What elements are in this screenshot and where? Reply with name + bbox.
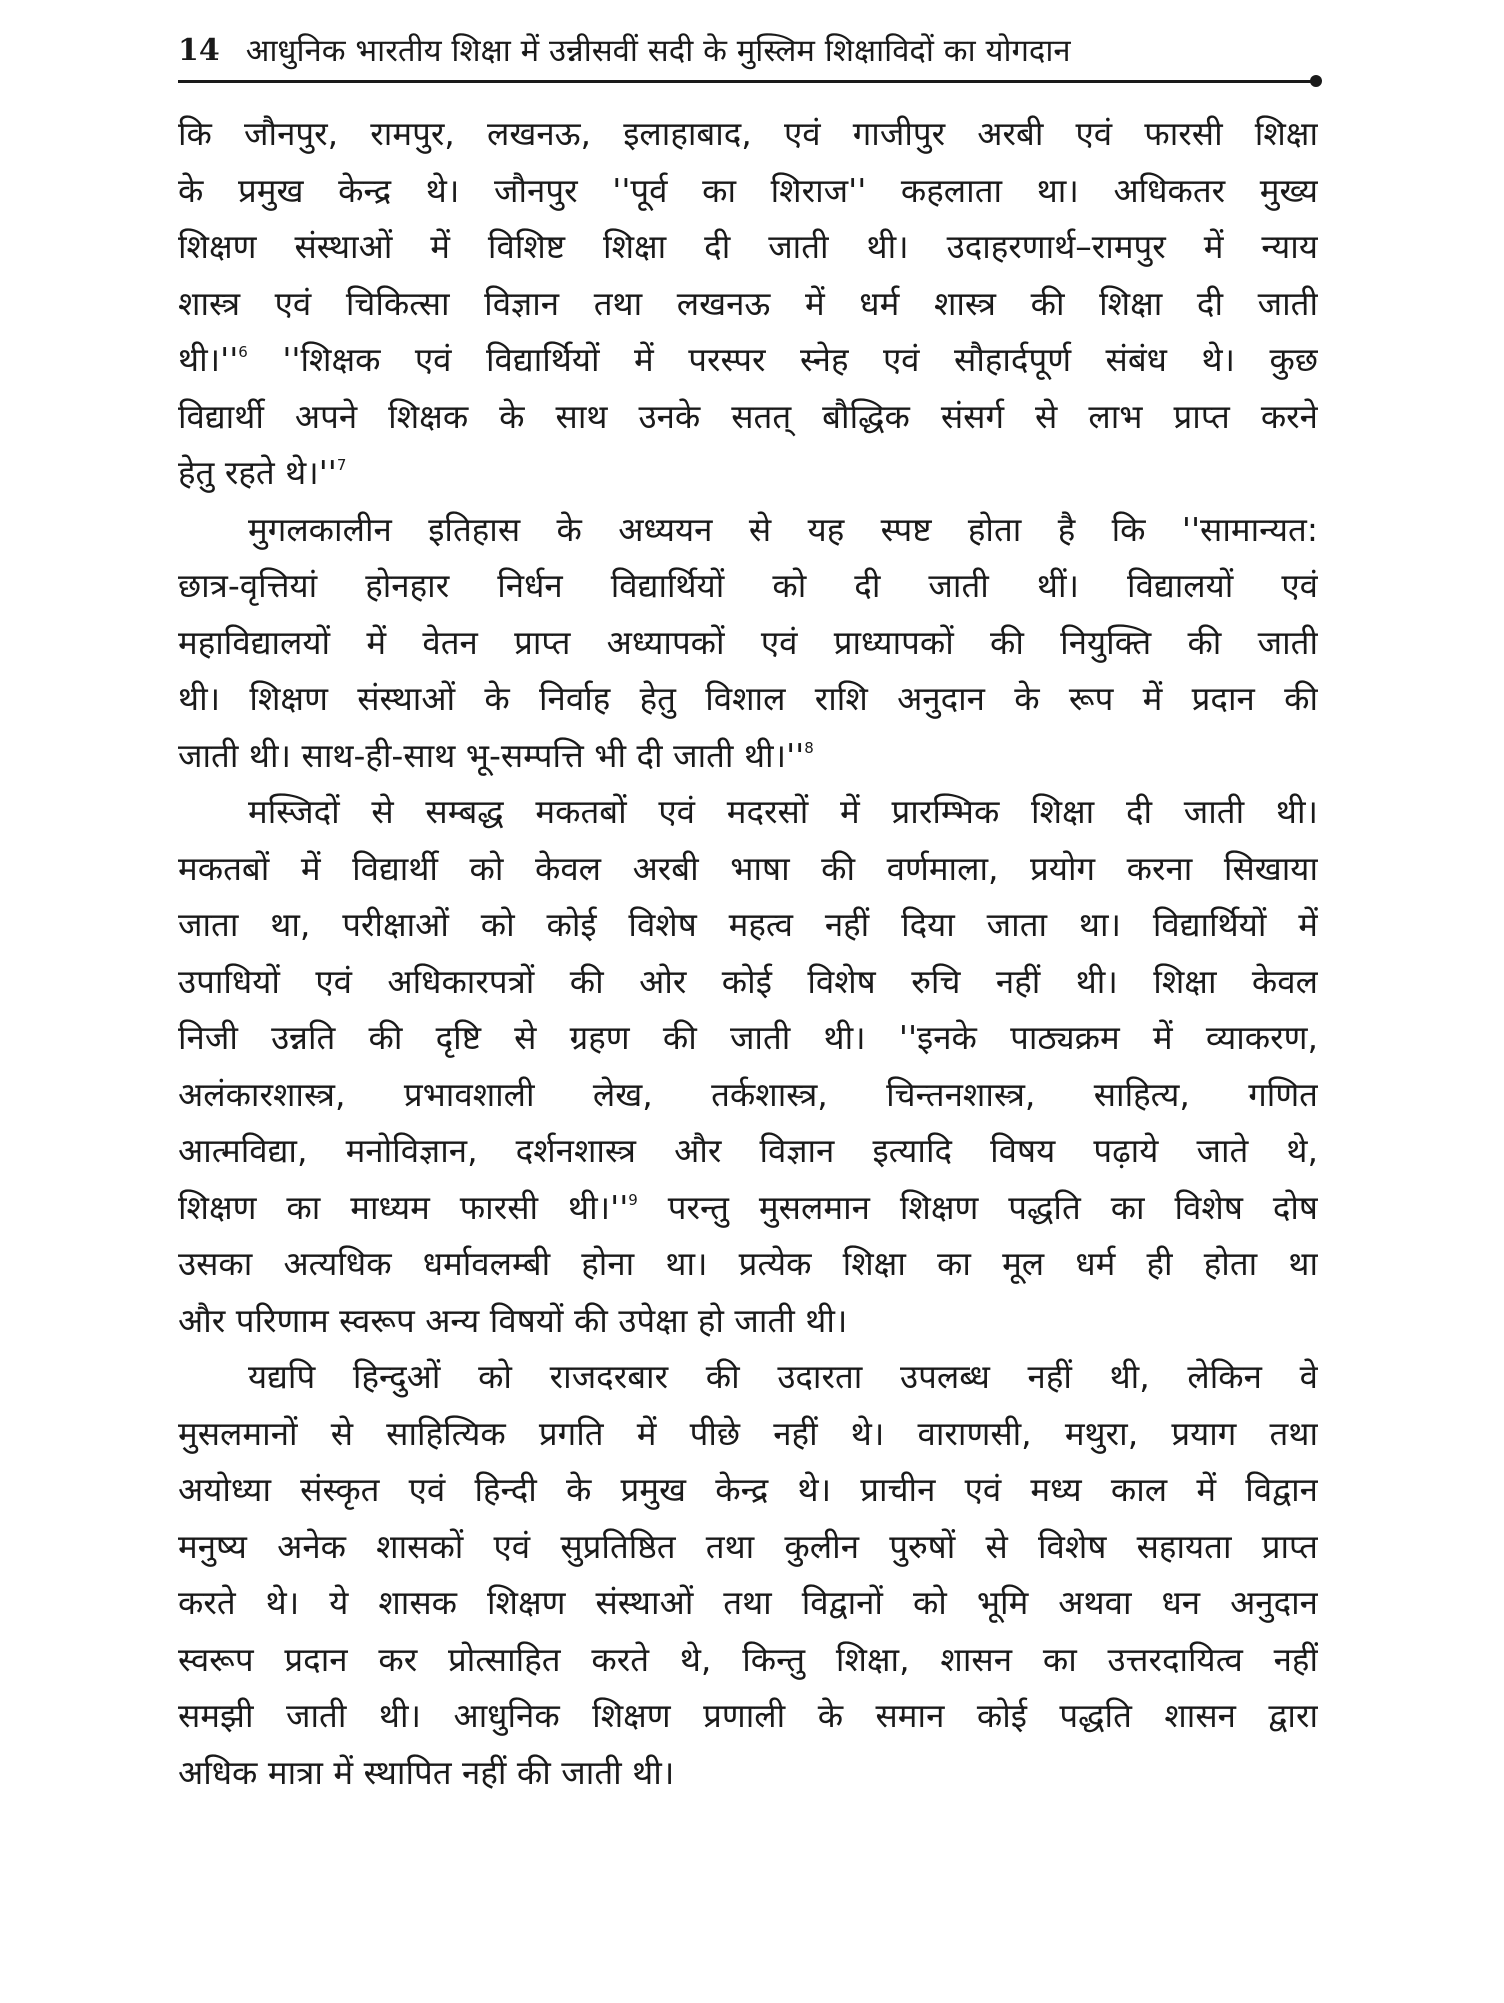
paragraph-4 [178,1349,1318,1801]
text-line: शिक्षण संस्थाओं में विशिष्ट शिक्षा दी जाती थी। उदाहरणार्थ–रामपुर में न्याय [178,227,1318,266]
text-line: समझी जाती थी। आधुनिक शिक्षण प्रणाली के समान कोई पद्धति शासन द्वारा [178,1696,1318,1735]
text-line: महाविद्यालयों में वेतन प्राप्त अध्यापकों एवं प्राध्यापकों की नियुक्ति की जाती [178,622,1318,662]
text-line: यद्यपि हिन्दुओं को राजदरबार की उदारता उपलब्ध नहीं थी, लेकिन वे [248,1357,1318,1396]
text-line: मुगलकालीन इतिहास के अध्ययन से यह स्पष्ट होता है कि ''सामान्यत: [248,509,1318,549]
text-line: मकतबों में विद्यार्थी को केवल अरबी भाषा की वर्णमाला, प्रयोग करना सिखाया [178,848,1318,888]
text-line: उसका अत्यधिक धर्मावलम्बी होना था। प्रत्येक शिक्षा का मूल धर्म ही होता था [178,1244,1318,1283]
text-line: कि जौनपुर, रामपुर, लखनऊ, इलाहाबाद, एवं गाजीपुर अरबी एवं फारसी शिक्षा [178,114,1318,153]
text-line [178,1180,1318,1237]
paragraph-2 [178,502,1318,785]
text-line: निजी उन्नति की दृष्टि से ग्रहण की जाती थी। ''इनके पाठ्यक्रम में व्याकरण, [178,1018,1318,1057]
text-line: थी। शिक्षण संस्थाओं के निर्वाह हेतु विशाल राशि अनुदान के रूप में प्रदान की [178,679,1318,718]
footnote-ref-6: 6 [238,343,248,361]
text-line: शास्त्र एवं चिकित्सा विज्ञान तथा लखनऊ में धर्म शास्त्र की शिक्षा दी जाती [178,283,1318,323]
running-head [178,22,1328,78]
text-segment: शिक्षण का माध्यम फारसी थी।'' [178,1187,629,1227]
text-line: विद्यार्थी अपने शिक्षक के साथ उनके सतत् बौद्धिक संसर्ग से लाभ प्राप्त करने [178,396,1318,436]
paragraph-3 [178,784,1318,1349]
paragraph-1 [178,106,1318,502]
running-head-title: आधुनिक भारतीय शिक्षा में उन्नीसवीं सदी के मुस्लिम शिक्षाविदों का योगदान [245,33,1071,69]
footnote-ref-8: 8 [804,738,814,757]
text-line: अधिक मात्रा में स्थापित नहीं की जाती थी। [178,1752,675,1792]
page-number: 14 [178,32,220,68]
text-line: मुसलमानों से साहित्यिक प्रगति में पीछे नहीं थे। वाराणसी, मथुरा, प्रयाग तथा [178,1413,1318,1453]
text-segment: परन्तु मुसलमान शिक्षण पद्धति का विशेष दोष [667,1187,1318,1227]
text-segment: हेतु रहते थे।'' [178,453,337,492]
text-segment: ''शिक्षक एवं विद्यार्थियों में परस्पर स्नेह एवं सौहार्दपूर्ण संबंध थे। कुछ [282,340,1318,379]
text-line: स्वरूप प्रदान कर प्रोत्साहित करते थे, किन्तु शिक्षा, शासन का उत्तरदायित्व नहीं [178,1639,1318,1679]
text-line: अयोध्या संस्कृत एवं हिन्दी के प्रमुख केन्द्र थे। प्राचीन एवं मध्य काल में विद्वान [178,1470,1318,1509]
text-line: उपाधियों एवं अधिकारपत्रों की ओर कोई विशेष रुचि नहीं थी। शिक्षा केवल [178,961,1318,1001]
text-line: करते थे। ये शासक शिक्षण संस्थाओं तथा विद्वानों को भूमि अथवा धन अनुदान [178,1583,1318,1622]
header-rule-ornament [1310,75,1322,87]
text-line [178,332,1318,389]
text-line: आत्मविद्या, मनोविज्ञान, दर्शनशास्त्र और विज्ञान इत्यादि विषय पढ़ाये जाते थे, [178,1131,1318,1170]
footnote-ref-7: 7 [336,456,347,474]
text-line: के प्रमुख केन्द्र थे। जौनपुर ''पूर्व का शिराज'' कहलाता था। अधिकतर मुख्य [178,170,1318,210]
text-line [178,445,1318,502]
text-segment: जाती थी। साथ-ही-साथ भू-सम्पत्ति भी दी जाती थी।'' [178,735,805,775]
header-rule [178,80,1316,83]
text-line: और परिणाम स्वरूप अन्य विषयों की उपेक्षा हो जाती थी। [178,1300,848,1340]
text-line: छात्र-वृत्तियां होनहार निर्धन विद्यार्थियों को दी जाती थीं। विद्यालयों एवं [178,566,1318,605]
text-line: मस्जिदों से सम्बद्ध मकतबों एवं मदरसों में प्रारम्भिक शिक्षा दी जाती थी। [248,792,1318,831]
body-text [178,106,1318,1801]
footnote-ref-9: 9 [628,1190,638,1209]
text-line: जाता था, परीक्षाओं को कोई विशेष महत्व नहीं दिया जाता था। विद्यार्थियों में [178,905,1318,944]
text-line: अलंकारशास्त्र, प्रभावशाली लेख, तर्कशास्त्र, चिन्तनशास्त्र, साहित्य, गणित [178,1074,1318,1114]
text-segment: थी।'' [178,340,239,379]
text-line [178,728,1318,785]
text-line: मनुष्य अनेक शासकों एवं सुप्रतिष्ठित तथा कुलीन पुरुषों से विशेष सहायता प्राप्त [178,1526,1318,1566]
